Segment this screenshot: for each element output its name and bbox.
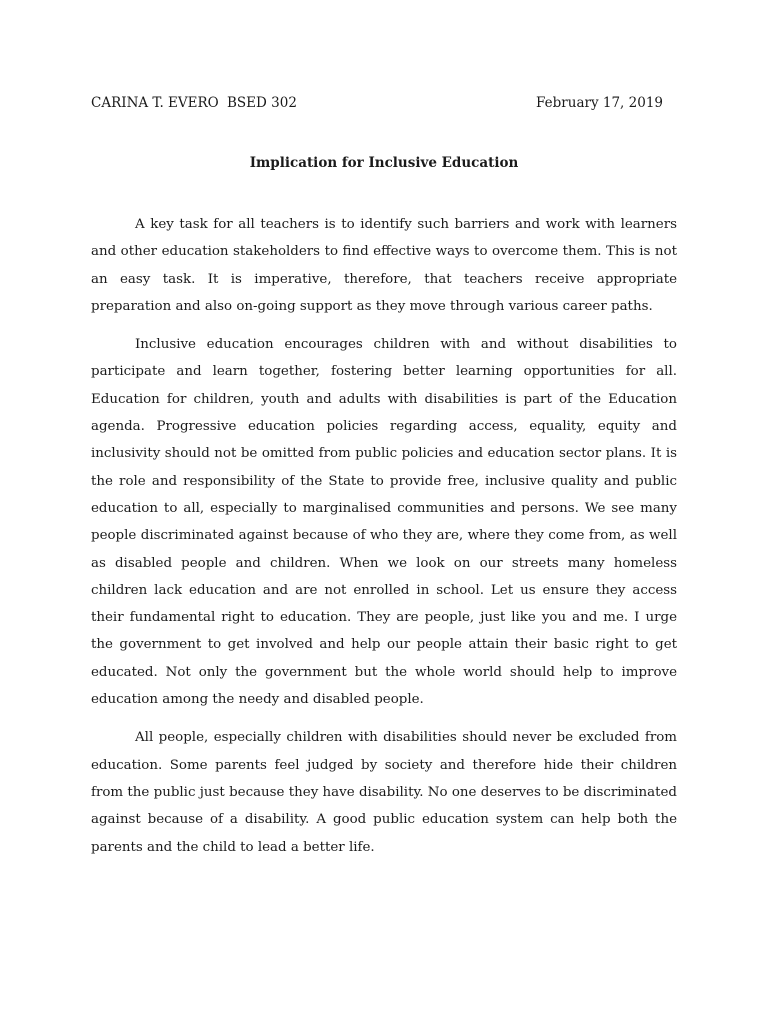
document-header	[91, 93, 663, 113]
student-name: CARINA T. EVERO	[91, 95, 219, 111]
paragraph-3: All people, especially children with disabilities should never be excluded from education. Some parents feel judged by society and therefore hide their children from the public just because they have disability. No one deserves to be discriminated against because of a disability. A good public education system can help both the parents and the child to lead a better life.	[91, 730, 677, 855]
course-code: BSED 302	[227, 95, 297, 111]
paragraph-2: Inclusive education encourages children with and without disabilities to participate and learn together, fostering better learning opportunities for all. Education for children, youth and adults with disabilities is part of the Education agenda. Progressive education policies regarding access, equality, equity and inclusivity should not be omitted from public policies and education sector plans. It is the role and responsibility of the State to provide free, inclusive quality and public education to all, especially to marginalised communities and persons. We see many people discriminated against because of who they are, where they come from, as well as disabled people and children. When we look on our streets many homeless children lack education and are not enrolled in school. Let us ensure they access their fundamental right to education. They are people, just like you and me. I urge the government to get involved and help our people attain their basic right to get educated. Not only the government but the whole world should help to improve education among the needy and disabled people.	[91, 337, 677, 708]
document-title: Implication for Inclusive Education	[249, 155, 519, 171]
paragraph-1: A key task for all teachers is to identify such barriers and work with learners and other education stakeholders to find effective ways to overcome them. This is not an easy task. It is imperative, therefore, that teachers receive appropriate preparation and also on-going support as they move through various career paths.	[91, 217, 677, 314]
document-date: February 17, 2019	[536, 95, 663, 111]
document-body	[91, 211, 677, 872]
